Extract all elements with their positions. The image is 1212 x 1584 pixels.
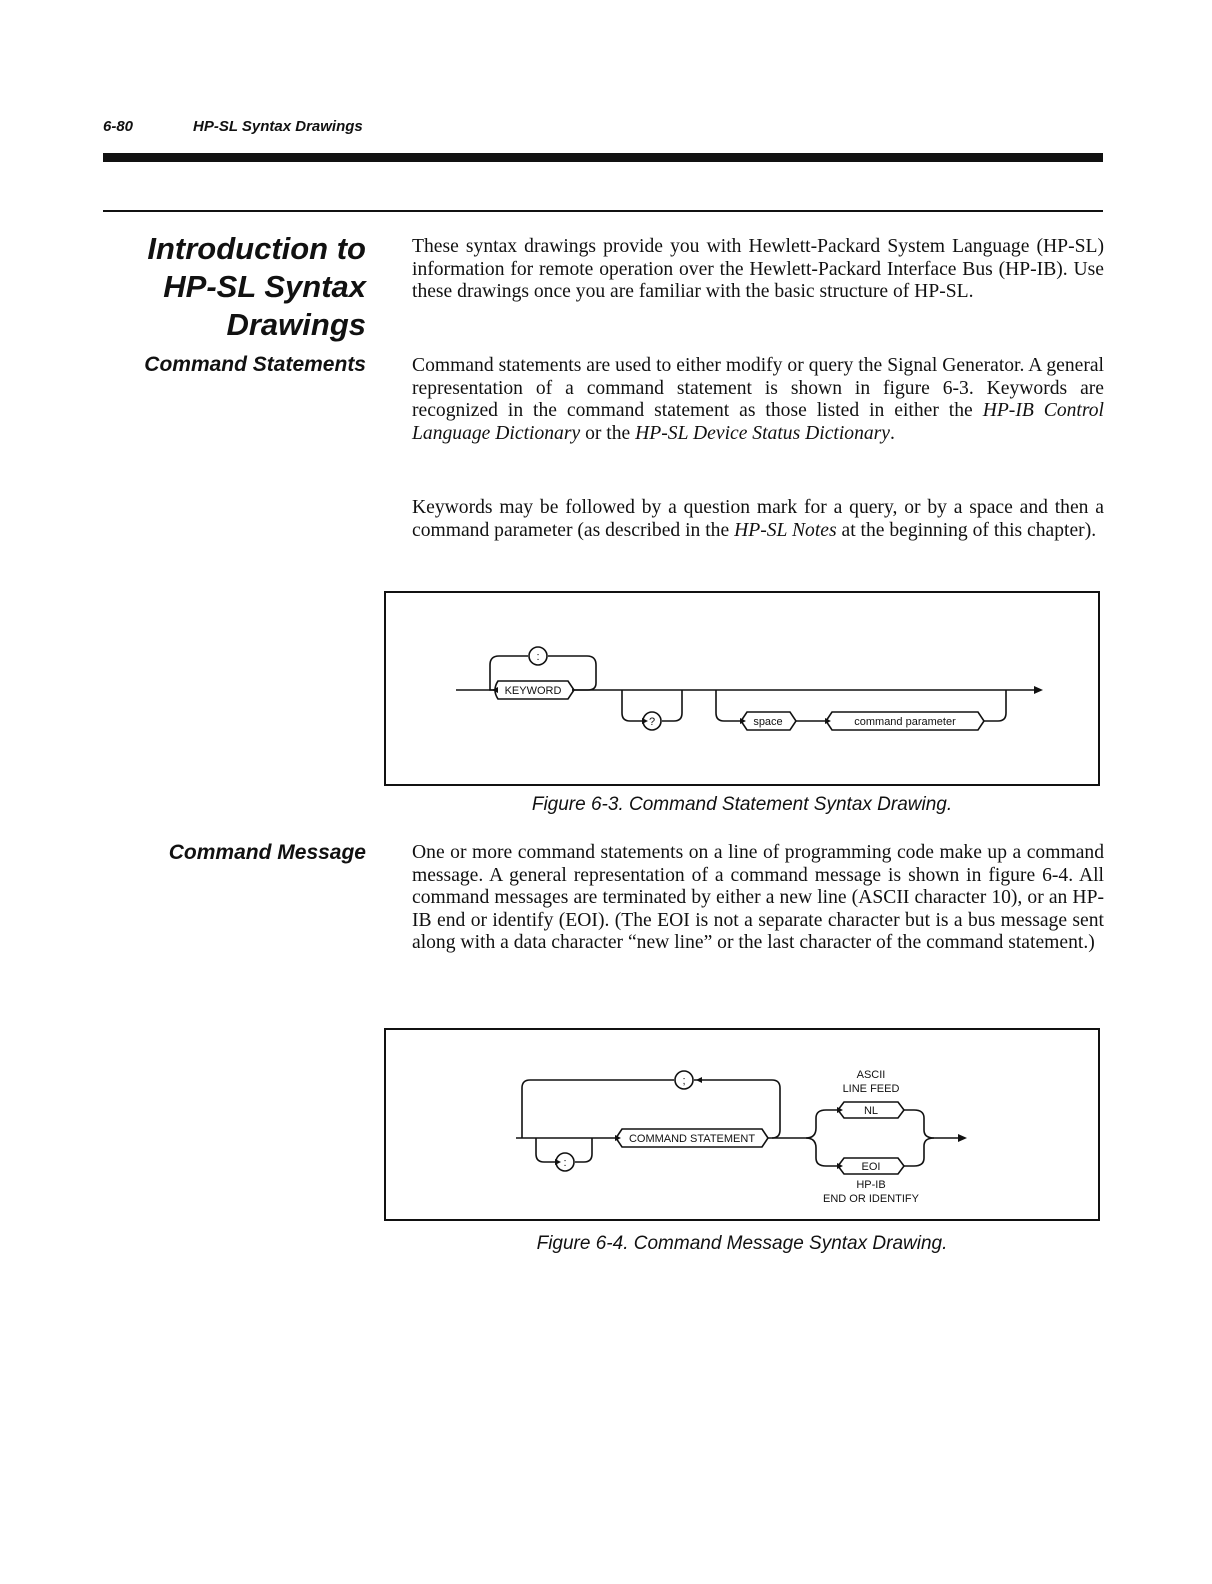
f3-keyword-label: KEYWORD [504, 685, 562, 697]
figure-6-4-box [384, 1028, 1100, 1221]
f3-question-label: ? [648, 716, 656, 728]
section-title [66, 230, 366, 344]
figure-6-4-caption: Figure 6-4. Command Message Syntax Drawing. [536, 1233, 948, 1254]
f3-space-label: space [753, 716, 783, 728]
command-statements-heading: Command Statements [144, 353, 366, 376]
f3-query-arrow [642, 718, 648, 724]
f3-query-branch-out [662, 690, 682, 721]
f4-end-identify-label: END OR IDENTIFY [823, 1193, 919, 1205]
figure-6-3-caption: Figure 6-3. Command Statement Syntax Drawing. [531, 794, 953, 815]
f3-exit-arrow [1034, 686, 1043, 694]
cs-p1-text-c: . [890, 422, 895, 444]
command-message-heading: Command Message [168, 841, 366, 864]
section-thin-rule [103, 210, 1103, 212]
cs-p2-text-a: Keywords may be followed by a question mark for a query, or by a space and then a command parameter (as described in the [412, 497, 1104, 541]
cs-p1-ref-dictionary: HP-IB Control Language Dictionary [412, 400, 1105, 444]
f4-nl-label: NL [863, 1105, 879, 1117]
f4-colon-label: : [563, 1157, 567, 1169]
f4-eoi-branch-in [806, 1138, 838, 1166]
figure-6-3-diagram [386, 593, 1102, 788]
page-number: 6-80 [103, 118, 134, 135]
f3-param-branch-in [716, 690, 741, 721]
cs-p2-ref-notes: HP-SL Notes [734, 519, 837, 541]
cs-p1-text-b: or the [580, 422, 636, 444]
f4-semicolon-arrow [696, 1077, 702, 1083]
f3-param-branch-out [984, 690, 1006, 721]
section-title-line-2: HP-SL Syntax [163, 269, 366, 304]
f3-query-branch-in [622, 690, 642, 721]
f4-colon-branch-out [575, 1138, 592, 1162]
f4-colon-arrow [555, 1159, 561, 1165]
f4-hpib-label: HP-IB [856, 1179, 886, 1191]
f4-nl-branch-out [904, 1110, 934, 1138]
f4-eoi-branch-out [904, 1138, 934, 1166]
cs-p1-text-a: Command statements are used to either modify or query the Signal Generator. A general representation of a command statement is shown in figure 6-3. Keywords are recognized in the command statement as those listed in either the [412, 355, 1104, 421]
f4-colon-branch-in [536, 1138, 555, 1162]
figure-6-3-box [384, 591, 1100, 786]
cs-p2-text-b: at the beginning of this chapter). [836, 519, 1097, 541]
f4-nl-branch-in [806, 1110, 838, 1138]
section-title-line-3: Drawings [226, 307, 366, 342]
command-message-paragraph: One or more command statements on a line of programming code make up a command message. A general representation of a command message is shown in figure 6-4. All command messages are terminated by either a new line (ASCII character 10), or an HP-IB end or identify (EOI). (The EOI is not a separate character but is a bus message sent along with a data character “new line” or the last character of the command statement.) [412, 842, 1104, 953]
f4-exit-arrow [958, 1134, 967, 1142]
header-thick-rule [103, 153, 1103, 162]
cs-p1-ref-status-dictionary: HP-SL Device Status Dictionary [635, 422, 890, 444]
running-title: HP-SL Syntax Drawings [193, 118, 363, 135]
f3-parameter-label: command parameter [854, 716, 956, 728]
figure-6-4-diagram [386, 1030, 1102, 1223]
f4-command-statement-label: COMMAND STATEMENT [628, 1133, 756, 1145]
f4-ascii-label: ASCII [856, 1069, 886, 1081]
command-statements-paragraph-1 [412, 355, 1104, 445]
f4-line-feed-label: LINE FEED [842, 1083, 900, 1095]
command-statements-paragraph-2 [412, 497, 1104, 542]
f3-colon-label: : [536, 651, 540, 663]
section-title-line-1: Introduction to [147, 231, 366, 266]
intro-paragraph: These syntax drawings provide you with Hewlett-Packard System Language (HP-SL) information for remote operation over the Hewlett-Packard Interface Bus (HP-IB). Use these drawings once you are familiar with the basic structure of HP-SL. [412, 236, 1104, 302]
f4-semicolon-label: ; [682, 1075, 686, 1087]
running-header [103, 118, 363, 135]
f4-eoi-label: EOI [861, 1161, 881, 1173]
